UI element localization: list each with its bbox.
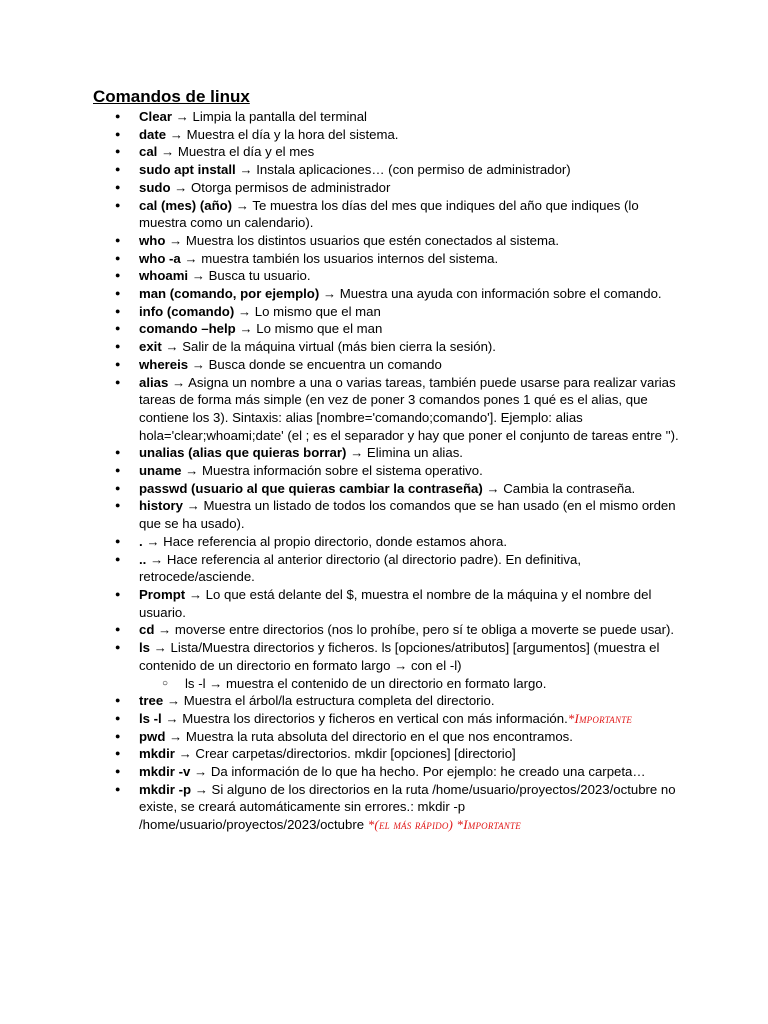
command-name: Clear	[139, 109, 172, 124]
command-description: → Da información de lo que ha hecho. Por ejemplo: he creado una carpeta…	[190, 764, 646, 780]
command-name: comando –help	[139, 321, 236, 337]
command-description: → Hace referencia al anterior directorio (al directorio padre). En definitiva, retrocede/asciende.	[139, 551, 581, 585]
command-description: → Te muestra los días del mes que indiques del año que indiques (lo muestra como un calendario).	[139, 197, 639, 231]
command-name: cal (mes) (año)	[139, 197, 233, 213]
command-name: tree	[139, 693, 164, 709]
command-name: .	[139, 533, 143, 549]
command-description: → Instala aplicaciones… (con permiso de administrador)	[235, 162, 571, 178]
page-title: Comandos de linux	[93, 87, 250, 106]
list-item	[139, 250, 684, 268]
list-item	[139, 108, 684, 126]
command-name: whereis	[139, 356, 189, 372]
command-description: → Muestra la ruta absoluta del directorio en el que nos encontramos.	[165, 728, 573, 744]
important-note: *Importante	[567, 710, 633, 726]
command-description: → Cambia la contraseña.	[482, 480, 636, 496]
command-name: mkdir -p	[139, 781, 192, 797]
command-name: pwd	[139, 728, 166, 744]
list-item	[139, 232, 684, 250]
command-name: uname	[139, 463, 182, 479]
command-name: cal	[139, 144, 158, 160]
list-item	[139, 285, 684, 303]
list-item	[139, 480, 684, 498]
list-item	[139, 763, 684, 781]
command-name: date	[139, 126, 167, 142]
list-item	[139, 497, 684, 532]
list-item	[139, 533, 684, 551]
command-description: → Otorga permisos de administrador	[170, 179, 391, 195]
command-description: → Muestra el día y el mes	[157, 144, 315, 160]
list-item	[139, 781, 684, 834]
command-list	[139, 108, 684, 834]
list-item	[139, 161, 684, 179]
command-description: → Lo que está delante del $, muestra el nombre de la máquina y el nombre del usuario.	[139, 586, 652, 620]
command-description: → Asigna un nombre a una o varias tareas, también puede usarse para realizar varias tareas de forma más simple (en vez de poner 3 comandos pones 1 qué es el alias, que contiene los 3). Sintaxis: alias [nombre='comando;comando']. Ejemplo: alias hola='clear;whoami;date' (el ; es el separador y hay que poner el conjunto de tareas entre '').	[139, 374, 679, 443]
command-description: → Salir de la máquina virtual (más bien cierra la sesión).	[161, 339, 496, 355]
list-item	[139, 639, 684, 692]
list-item	[139, 126, 684, 144]
sub-list	[139, 675, 684, 693]
command-description: → Hace referencia al propio directorio, donde estamos ahora.	[142, 533, 507, 549]
list-item	[139, 692, 684, 710]
command-description: → Busca donde se encuentra un comando	[188, 356, 442, 372]
list-item	[139, 586, 684, 621]
list-item	[139, 745, 684, 763]
list-item	[139, 710, 684, 728]
command-description: → Muestra los directorios y ficheros en vertical con más información.	[161, 710, 568, 726]
command-name: passwd (usuario al que quieras cambiar la contraseña)	[139, 480, 483, 496]
list-item	[139, 179, 684, 197]
command-description: → Muestra los distintos usuarios que estén conectados al sistema.	[165, 232, 559, 248]
command-description: → Si alguno de los directorios en la ruta /home/usuario/proyectos/2023/octubre no existe, se creará automáticamente sin errores.: mkdir -p /home/usuario/proyectos/2023/octubre	[139, 781, 676, 833]
command-name: exit	[139, 339, 162, 355]
command-description: → Muestra un listado de todos los comandos que se han usado (en el mismo orden que se ha usado).	[139, 498, 676, 532]
list-item	[139, 303, 684, 321]
command-name: ls -l	[139, 710, 162, 726]
command-description: → Limpia la pantalla del terminal	[172, 109, 367, 124]
command-description: → muestra también los usuarios internos del sistema.	[180, 250, 499, 266]
command-name: ls	[139, 640, 150, 656]
list-item	[139, 143, 684, 161]
command-name: unalias (alias que quieras borrar)	[139, 445, 347, 461]
list-item	[139, 320, 684, 338]
command-description: → Lo mismo que el man	[234, 303, 381, 319]
list-item	[139, 374, 684, 445]
list-item	[139, 728, 684, 746]
command-description: → Elimina un alias.	[346, 445, 463, 461]
command-description: → Muestra el día y la hora del sistema.	[166, 126, 399, 142]
list-item	[139, 551, 684, 586]
list-item	[139, 338, 684, 356]
important-note: *(el más rápido) *Importante	[367, 817, 521, 833]
command-name: mkdir	[139, 746, 175, 762]
command-description: → Muestra información sobre el sistema operativo.	[181, 463, 483, 479]
command-name: sudo	[139, 179, 171, 195]
command-description: → Busca tu usuario.	[188, 268, 311, 284]
list-item	[139, 444, 684, 462]
command-description: → Muestra el árbol/la estructura completa del directorio.	[163, 693, 495, 709]
command-name: who	[139, 232, 166, 248]
command-name: who -a	[139, 250, 181, 266]
command-name: ..	[139, 551, 147, 567]
command-description: → Crear carpetas/directorios. mkdir [opciones] [directorio]	[174, 746, 516, 762]
command-name: sudo apt install	[139, 162, 236, 178]
command-description: → Lo mismo que el man	[235, 321, 383, 337]
command-name: Prompt	[139, 586, 186, 602]
sub-list-item: ○ ls -l → muestra el contenido de un directorio en formato largo.	[139, 675, 684, 693]
command-name: info (comando)	[139, 303, 235, 319]
command-description: → Muestra una ayuda con información sobre el comando.	[319, 286, 662, 302]
list-item	[139, 197, 684, 232]
command-name: cd	[139, 622, 155, 638]
command-name: whoami	[139, 268, 189, 284]
command-description: → Lista/Muestra directorios y ficheros. ls [opciones/atributos] [argumentos] (muestra el contenido de un directorio en formato largo → con el -l)	[139, 640, 660, 673]
command-description: → moverse entre directorios (nos lo prohíbe, pero sí te obliga a moverte se puede usar).	[154, 622, 675, 638]
command-name: alias	[139, 374, 169, 390]
list-item	[139, 462, 684, 480]
list-item	[139, 621, 684, 639]
command-name: history	[139, 498, 183, 514]
list-item	[139, 356, 684, 374]
command-name: man (comando, por ejemplo)	[139, 286, 320, 302]
list-item	[139, 267, 684, 285]
command-name: mkdir -v	[139, 764, 191, 780]
